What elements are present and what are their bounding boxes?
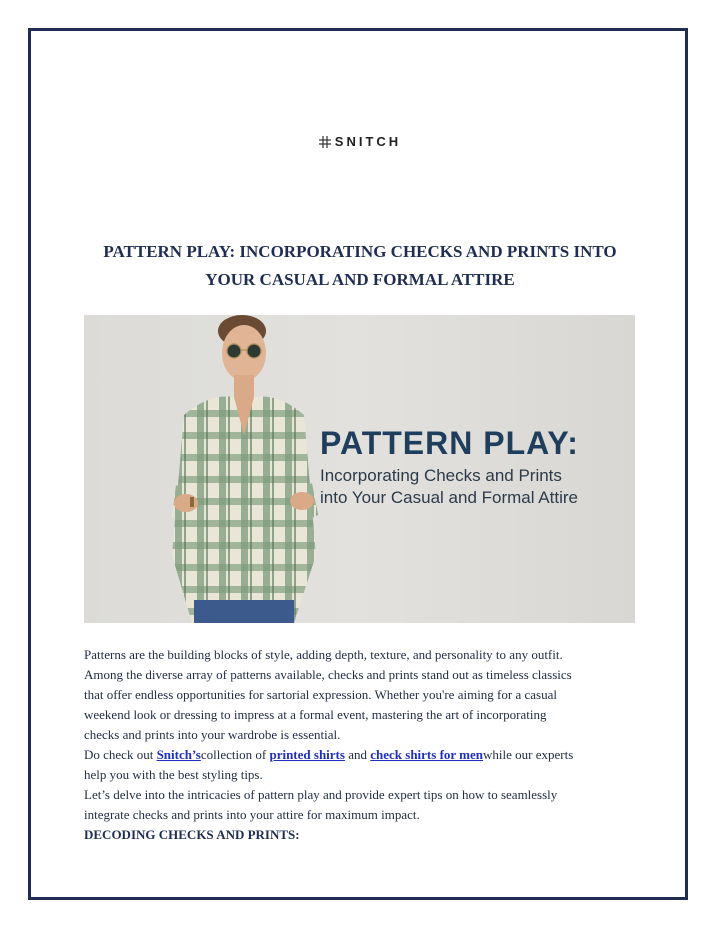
section-heading: DECODING CHECKS AND PRINTS: (84, 827, 300, 842)
hero-subheading-line-2: into Your Casual and Formal Attire (320, 488, 578, 507)
hero-text (320, 425, 579, 509)
hero-banner (84, 315, 635, 623)
hero-heading: PATTERN PLAY: (320, 425, 579, 461)
snitch-link[interactable]: Snitch’s (156, 747, 201, 762)
intro-line: Patterns are the building blocks of style, adding depth, texture, and personality to any outfit. (84, 647, 563, 662)
title-line-2: YOUR CASUAL AND FORMAL ATTIRE (205, 270, 515, 289)
hash-logo-icon (319, 136, 331, 148)
hero-subheading-line-1: Incorporating Checks and Prints (320, 466, 562, 485)
intro-line: that offer endless opportunities for sartorial expression. Whether you're aiming for a casual (84, 687, 557, 702)
checkout-mid-2: and (344, 747, 371, 762)
checkout-line (84, 745, 644, 765)
logo-text: SNITCH (334, 134, 402, 149)
checkout-prefix: Do check out (84, 747, 157, 762)
brand-logo (0, 134, 720, 149)
document-title (84, 238, 636, 294)
intro-line: Among the diverse array of patterns available, checks and prints stand out as timeless classics (84, 667, 572, 682)
check-shirts-link[interactable]: check shirts for men (370, 747, 484, 762)
checkout-suffix: while our experts (483, 747, 574, 762)
article-body (84, 645, 644, 845)
delve-line: Let’s delve into the intricacies of pattern play and provide expert tips on how to seamlessly (84, 787, 558, 802)
intro-line: checks and prints into your wardrobe is essential. (84, 727, 341, 742)
checkout-mid-1: collection of (200, 747, 270, 762)
checkout-line-2: help you with the best styling tips. (84, 767, 263, 782)
intro-line: weekend look or dressing to impress at a formal event, mastering the art of incorporating (84, 707, 547, 722)
title-line-1: PATTERN PLAY: INCORPORATING CHECKS AND PRINTS INTO (103, 242, 617, 261)
delve-line: integrate checks and prints into your attire for maximum impact. (84, 807, 420, 822)
printed-shirts-link[interactable]: printed shirts (269, 747, 345, 762)
